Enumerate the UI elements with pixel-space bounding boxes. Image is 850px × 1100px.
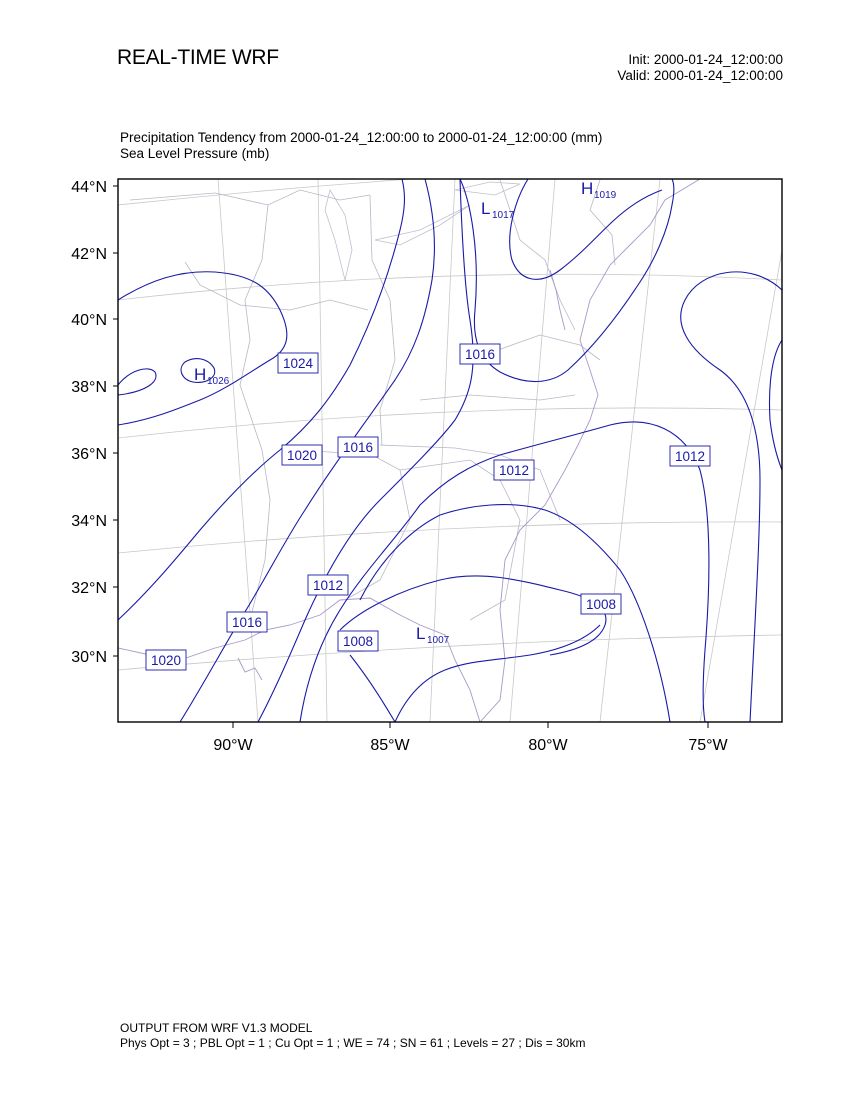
lon-label: 85°W xyxy=(370,737,410,754)
svg-text:1008: 1008 xyxy=(585,597,617,612)
isobar-1016-south xyxy=(395,625,600,722)
contour-label xyxy=(278,353,318,373)
svg-text:1008: 1008 xyxy=(342,634,374,649)
svg-text:1016: 1016 xyxy=(231,615,263,630)
svg-text:1024: 1024 xyxy=(282,356,314,371)
svg-text:L: L xyxy=(416,624,426,643)
contour-label xyxy=(494,460,534,480)
svg-text:1012: 1012 xyxy=(312,578,344,593)
model-options: Phys Opt = 3 ; PBL Opt = 1 ; Cu Opt = 1 ; WE = 74 ; SN = 61 ; Levels = 27 ; Dis = 30km xyxy=(120,1036,586,1050)
high-pressure-center xyxy=(194,365,230,387)
lat-label: 36°N xyxy=(71,446,107,463)
contour-label xyxy=(146,650,186,670)
isobar-1020 xyxy=(118,179,404,620)
contour-label xyxy=(282,445,322,465)
contour-label xyxy=(670,446,710,466)
longitude-axis xyxy=(233,722,708,728)
contour-label xyxy=(460,344,500,364)
lat-label: 30°N xyxy=(71,649,107,666)
svg-text:1020: 1020 xyxy=(150,653,182,668)
low-pressure-center xyxy=(481,199,515,221)
isobar-1024-west xyxy=(118,369,156,395)
svg-text:1016: 1016 xyxy=(342,440,374,455)
lat-label: 40°N xyxy=(71,312,107,329)
field-subtitle-slp: Sea Level Pressure (mb) xyxy=(120,146,270,161)
svg-text:H: H xyxy=(581,179,594,198)
svg-text:1012: 1012 xyxy=(674,449,706,464)
lat-label: 32°N xyxy=(71,580,107,597)
isobar-1024 xyxy=(118,272,287,425)
lat-label: 38°N xyxy=(71,379,107,396)
svg-text:1016: 1016 xyxy=(464,347,496,362)
contour-label xyxy=(338,437,378,457)
svg-text:1020: 1020 xyxy=(286,448,318,463)
isobar-1012-south xyxy=(360,505,670,722)
isobar-1008 xyxy=(340,576,606,655)
lat-label: 34°N xyxy=(71,513,107,530)
isobar-1008-south xyxy=(350,655,395,722)
field-subtitle-precip: Precipitation Tendency from 2000-01-24_12:00:00 to 2000-01-24_12:00:00 (mm) xyxy=(120,130,603,145)
svg-text:1019: 1019 xyxy=(594,190,617,201)
svg-text:1012: 1012 xyxy=(498,463,530,478)
svg-text:H: H xyxy=(194,365,207,384)
init-time: Init: 2000-01-24_12:00:00 xyxy=(628,52,783,67)
lat-label: 44°N xyxy=(71,179,107,196)
lat-label: 42°N xyxy=(71,246,107,263)
low-pressure-center xyxy=(416,624,450,646)
svg-text:1017: 1017 xyxy=(492,210,515,221)
latitude-axis xyxy=(113,186,118,656)
svg-text:L: L xyxy=(481,199,491,218)
political-boundaries xyxy=(130,180,615,620)
great-lakes xyxy=(325,182,520,280)
plot-title: REAL-TIME WRF xyxy=(117,46,279,69)
coastline xyxy=(118,179,700,722)
lon-label: 90°W xyxy=(213,737,253,754)
contour-label xyxy=(308,575,348,595)
contour-label xyxy=(581,594,621,614)
isobar-1012-east2 xyxy=(770,340,783,470)
svg-text:1026: 1026 xyxy=(207,376,230,387)
contour-label xyxy=(227,612,267,632)
contour-label xyxy=(338,631,378,651)
model-caption: OUTPUT FROM WRF V1.3 MODEL xyxy=(120,1021,313,1035)
lon-label: 75°W xyxy=(688,737,728,754)
valid-time: Valid: 2000-01-24_12:00:00 xyxy=(617,68,783,83)
svg-text:1007: 1007 xyxy=(427,635,450,646)
lon-label: 80°W xyxy=(528,737,568,754)
